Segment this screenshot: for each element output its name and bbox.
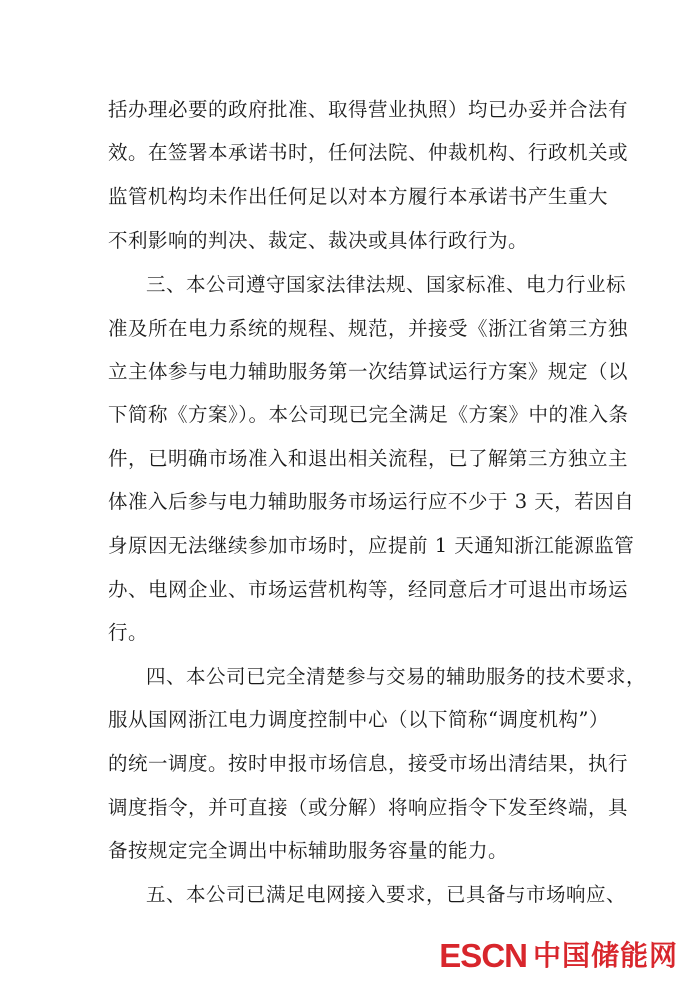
text-line: 不利影响的判决、裁定、裁决或具体行政行为。 xyxy=(108,229,529,252)
text-line: 调度指令，并可直接（或分解）将响应指令下发至终端，具 xyxy=(108,796,629,819)
text-line: 身原因无法继续参加市场时，应提前 1 天通知浙江能源监管 xyxy=(108,534,635,557)
text-line: 服从国网浙江电力调度控制中心（以下简称“调度机构”） xyxy=(108,708,609,731)
text-line: 效。在签署本承诺书时，任何法院、仲裁机构、行政机关或 xyxy=(108,141,629,164)
text-line: 下简称《方案》）。本公司现已完全满足《方案》中的准入条 xyxy=(108,403,629,426)
escn-watermark-logo xyxy=(439,938,678,974)
paragraph-4-start: 四、本公司已完全清楚参与交易的辅助服务的技术要求， xyxy=(146,665,647,688)
paragraph-3-start: 三、本公司遵守国家法律法规、国家标准、电力行业标 xyxy=(146,273,627,296)
text-line: 办、电网企业、市场运营机构等，经同意后才可退出市场运 xyxy=(108,578,629,601)
text-line: 的统一调度。按时申报市场信息，接受市场出清结果，执行 xyxy=(108,752,629,775)
text-line: 备按规定完全调出中标辅助服务容量的能力。 xyxy=(108,839,509,862)
text-line: 行。 xyxy=(108,621,149,644)
text-line: 准及所在电力系统的规程、规范，并接受《浙江省第三方独 xyxy=(108,317,629,340)
watermark-cn: 中国储能网 xyxy=(532,939,678,972)
text-line: 立主体参与电力辅助服务第一次结算试运行方案》规定（以 xyxy=(108,360,629,383)
text-line: 监管机构均未作出任何足以对本方履行本承诺书产生重大 xyxy=(108,185,609,208)
watermark-latin: ESCN xyxy=(439,937,527,974)
paragraph-5-start: 五、本公司已满足电网接入要求，已具备与市场响应、 xyxy=(146,883,627,906)
text-line: 件，已明确市场准入和退出相关流程，已了解第三方独立主 xyxy=(108,447,629,470)
text-line: 括办理必要的政府批准、取得营业执照）均已办妥并合法有 xyxy=(108,98,629,121)
text-line: 体准入后参与电力辅助服务市场运行应不少于 3 天，若因自 xyxy=(108,490,635,513)
